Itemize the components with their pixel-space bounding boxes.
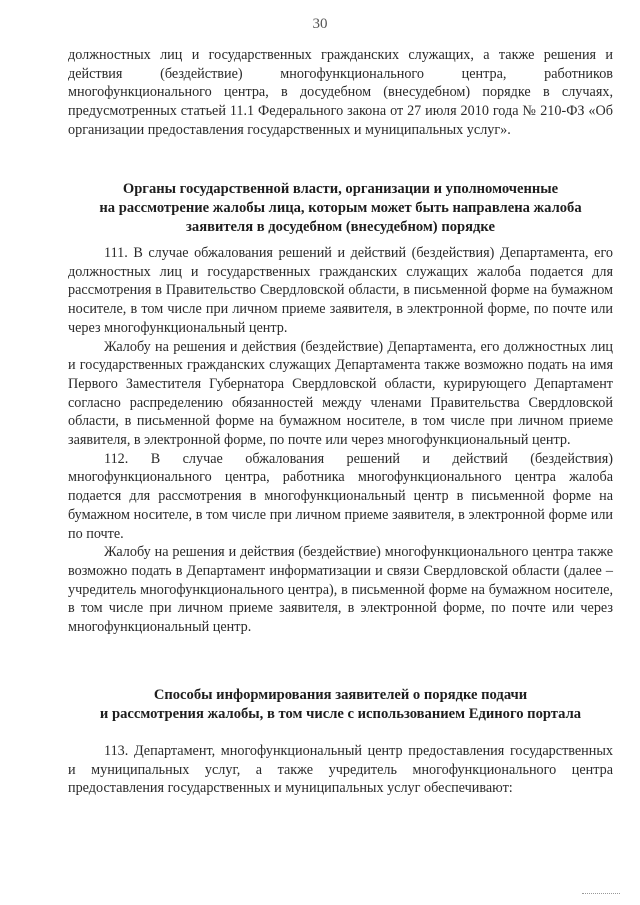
section-heading-informing-methods (68, 686, 613, 724)
paragraph-112: 112. В случае обжалования решений и действий (бездействия) многофункционального центра, работника многофункционального центра жалоба подается для рассмотрения в многофункциональный центр в письменной форме на бумажном носителе, в том числе при личном приеме заявителя, в электронной форме или по почте. (68, 450, 613, 542)
paragraph-112-continued: Жалобу на решения и действия (бездействие) многофункционального центра также возможно подать в Департамент информатизации и связи Свердловской области (далее – учредитель многофункционального центра), в письменной форме на бумажном носителе, в том числе при личном приеме заявителя, в электронной форме, по почте или через многофункциональный центр. (68, 544, 613, 636)
paragraph-111: 111. В случае обжалования решений и действий (бездействия) Департамента, его должностных лиц и государственных гражданских служащих жалоба подается для рассмотрения в Правительство Свердловской области, в письменной форме на бумажном носителе, в том числе при личном приеме заявителя, в электронной форме, по почте или через многофункциональный центр. (68, 245, 613, 336)
heading-line: и рассмотрения жалобы, в том числе с использованием Единого портала (99, 706, 582, 722)
section-heading-complaint-bodies (68, 180, 613, 237)
section-complaint-bodies (68, 244, 613, 637)
intro-paragraph-block (68, 46, 613, 140)
heading-line: Органы государственной власти, организации и уполномоченные (122, 181, 559, 197)
scan-mark (582, 893, 620, 894)
page-number: 30 (312, 16, 328, 32)
heading-line: Способы информирования заявителей о порядке подачи (153, 687, 528, 703)
heading-line: на рассмотрение жалобы лица, которым может быть направлена жалоба (99, 200, 582, 216)
intro-paragraph: должностных лиц и государственных гражданских служащих, а также решения и действия (бездействие) многофункционального центра, работников многофункционального центра, в досудебном (внесудебном) порядке в случаях, предусмотренных статьей 11.1 Федерального закона от 27 июля 2010 года № 210-ФЗ «Об организации предоставления государственных и муниципальных услуг». (68, 47, 613, 138)
section-informing-methods (68, 742, 613, 798)
paragraph-113: 113. Департамент, многофункциональный центр предоставления государственных и муниципальных услуг, а также учредитель многофункционального центра предоставления государственных и муниципальных услуг обеспечивают: (68, 743, 613, 797)
heading-line: заявителя в досудебном (внесудебном) порядке (186, 219, 495, 235)
paragraph-111-continued: Жалобу на решения и действия (бездействие) Департамента, его должностных лиц и государственных гражданских служащих Департамента также возможно подать на имя Первого Заместителя Губернатора Свердловской области, курирующего Департамент согласно распределению обязанностей между членами Правительства Свердловской области, в письменной форме на бумажном носителе, в том числе при личном приеме заявителя, в электронной форме, по почте или через многофункциональный центр. (68, 338, 613, 449)
